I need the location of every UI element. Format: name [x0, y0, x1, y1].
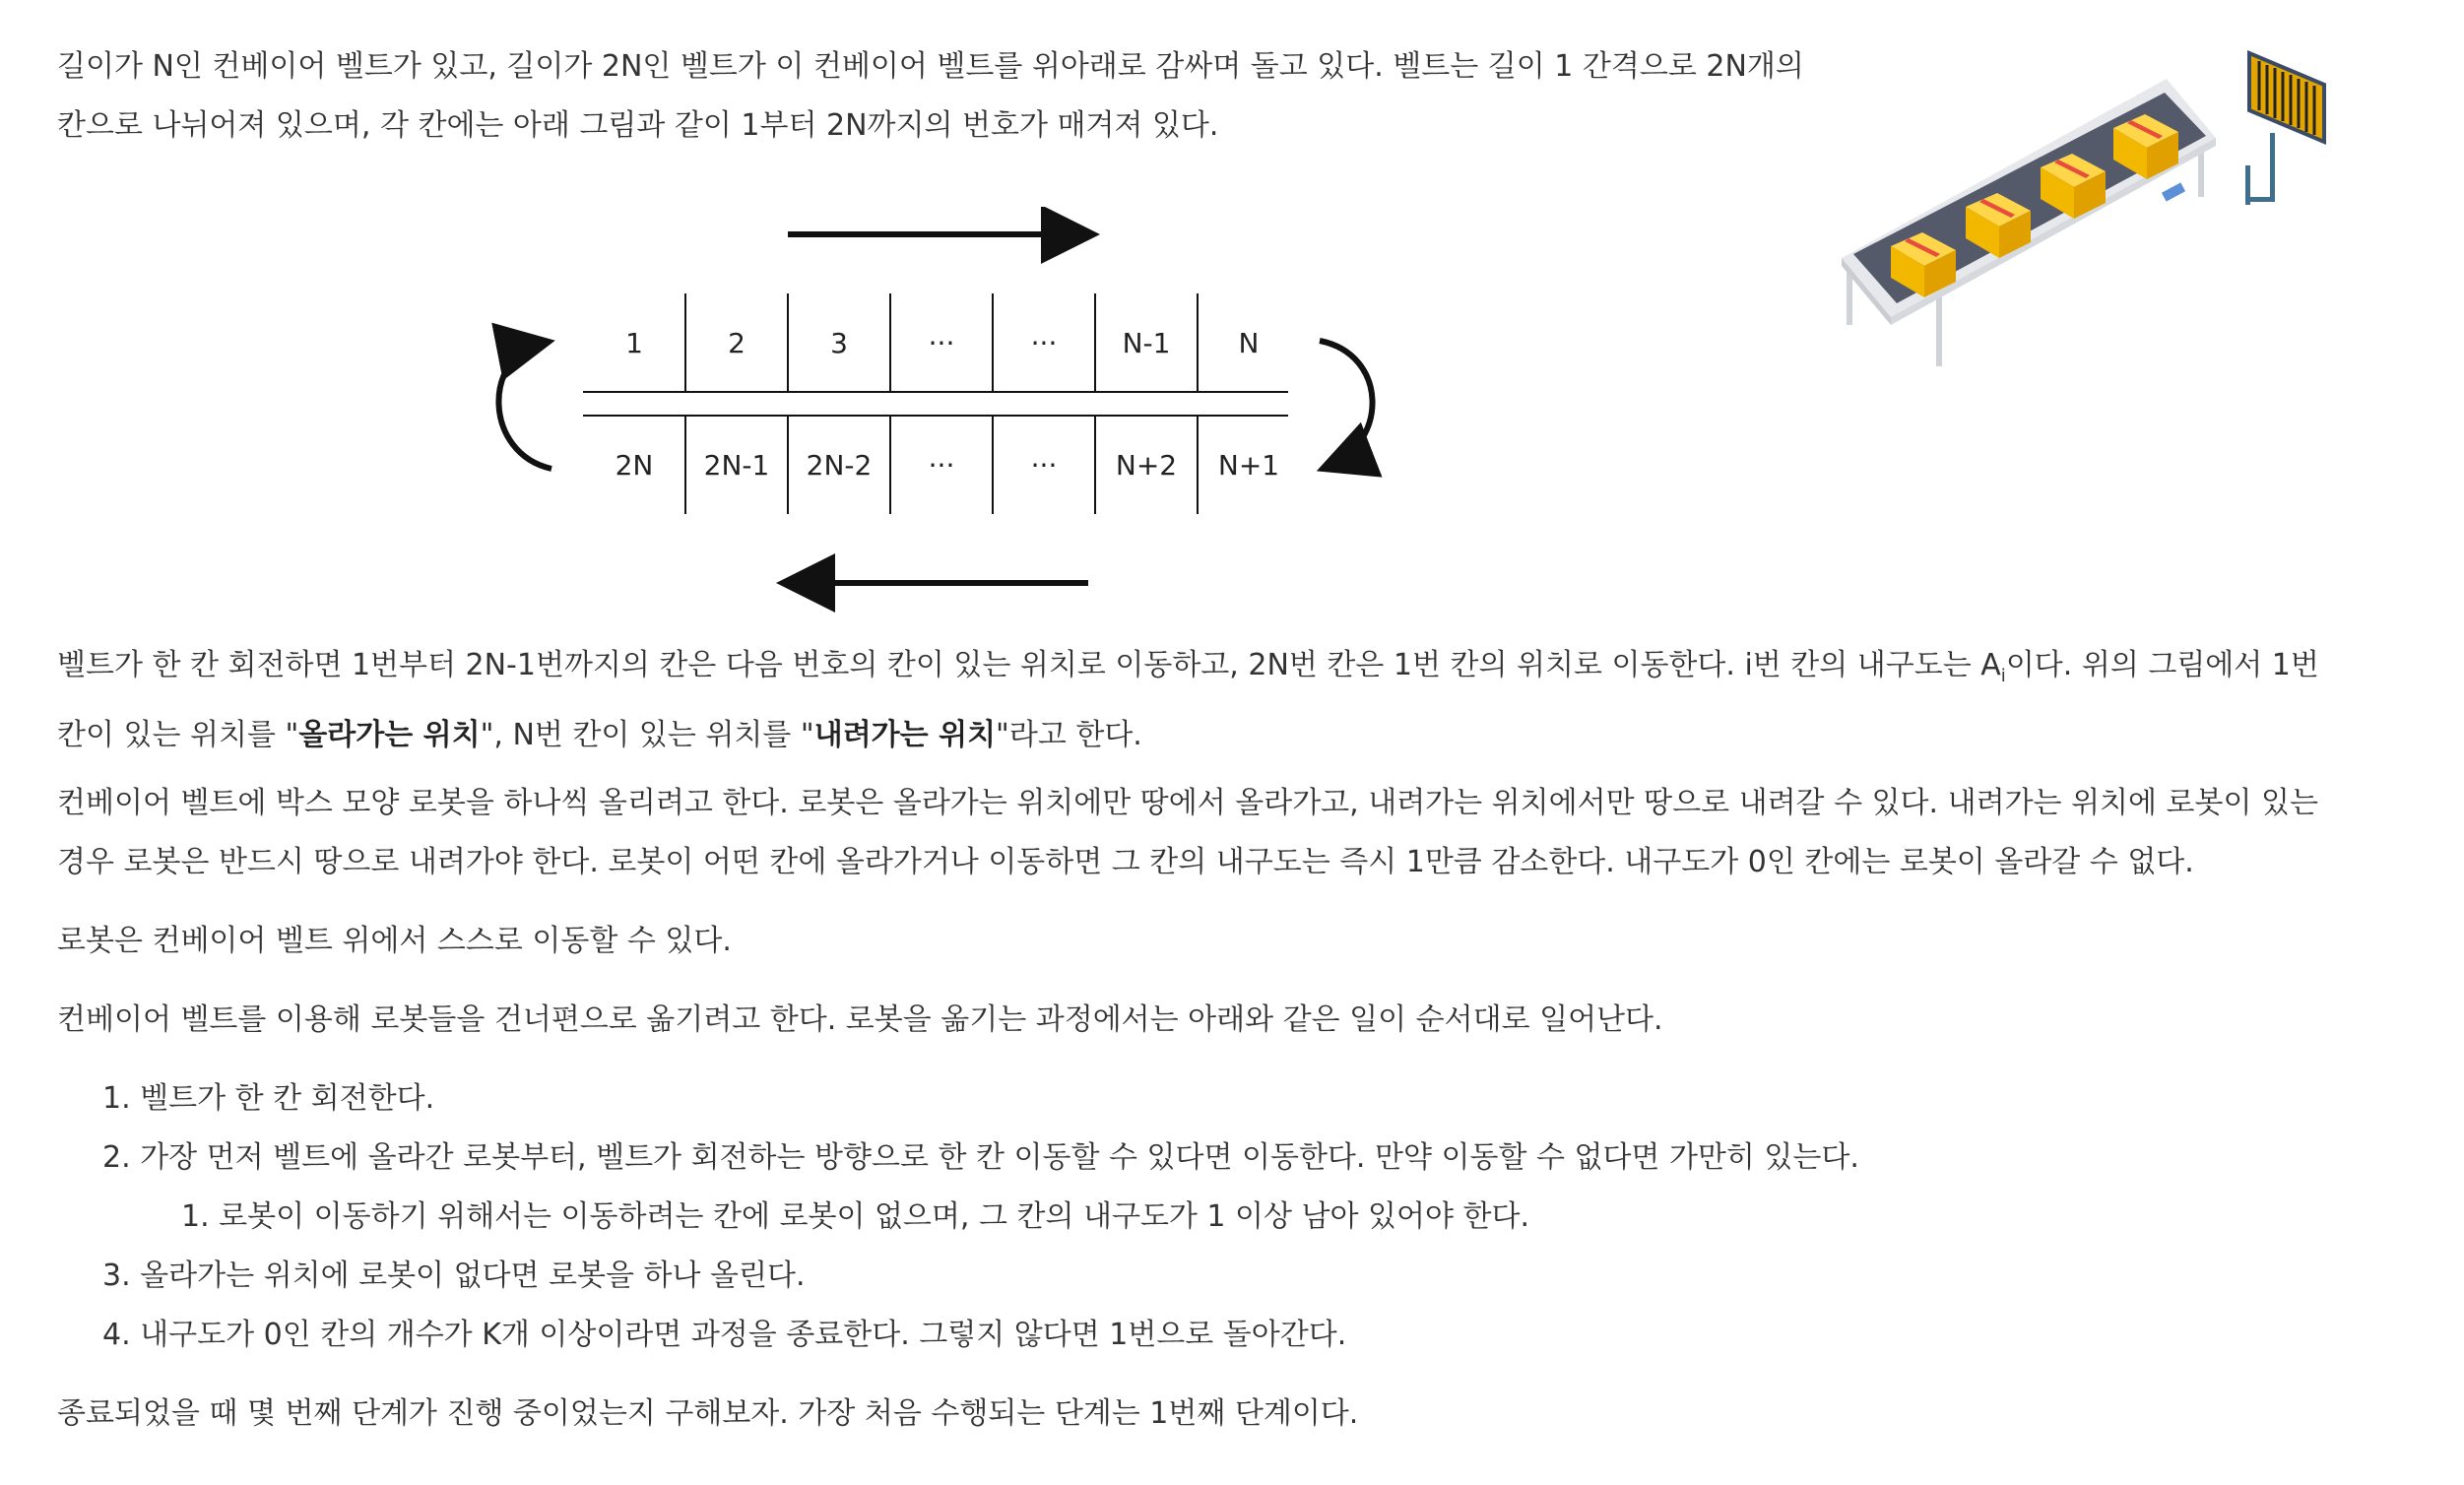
bottom-cell-3: 2N-2 [806, 449, 873, 482]
top-cell-4: ··· [928, 327, 955, 359]
robot-rules-paragraph: 컨베이어 벨트에 박스 모양 로봇을 하나씩 올리려고 한다. 로봇은 올라가는 위치에만 땅에서 올라가고, 내려가는 위치에서만 땅으로 내려갈 수 있다. 내려가는 위치에 로봇이 있는 경우 로봇은 반드시 땅으로 내려가야 한다. 로봇이 어떤 칸에 올라가거나 이동하면 그 칸의 내구도는 즉시 1만큼 감소한다. 내구도가 0인 칸에는 로봇이 올라갈 수 없다. [57, 786, 2318, 879]
up-position-term: 올라가는 위치 [298, 718, 481, 752]
bottom-cell-6: N+2 [1115, 449, 1178, 482]
rotation-arrow-left [498, 343, 551, 469]
top-cell-6: N-1 [1122, 327, 1171, 359]
robot-move-paragraph: 로봇은 컨베이어 벨트 위에서 스스로 이동할 수 있다. [57, 924, 732, 958]
bottom-cell-1: 2N [615, 449, 654, 482]
top-cell-1: 1 [625, 327, 643, 359]
down-position-term: 내려가는 위치 [813, 718, 997, 752]
question-paragraph: 종료되었을 때 몇 번째 단계가 진행 중이었는지 구해보자. 가장 처음 수행되는 단계는 1번째 단계이다. [57, 1396, 1359, 1431]
top-cell-5: ··· [1030, 327, 1058, 359]
step-2-substep-1: 1. 로봇이 이동하기 위해서는 이동하려는 칸에 로봇이 없으며, 그 칸의 내구도가 1 이상 남아 있어야 한다. [181, 1199, 1530, 1234]
top-cell-2: 2 [728, 327, 746, 359]
bottom-cell-4: ··· [928, 449, 955, 482]
process-intro-paragraph: 컨베이어 벨트를 이용해 로봇들을 건너편으로 옮기려고 한다. 로봇을 옮기는 과정에서는 아래와 같은 일이 순서대로 일어난다. [57, 1002, 1663, 1037]
top-cell-3: 3 [830, 327, 848, 359]
step-2: 2. 가장 먼저 벨트에 올라간 로봇부터, 벨트가 회전하는 방향으로 한 칸 이동할 수 있다면 이동한다. 만약 이동할 수 없다면 가만히 있는다. [102, 1140, 1859, 1175]
barcode-scanner-icon [2245, 53, 2324, 205]
step-3: 3. 올라가는 위치에 로봇이 없다면 로봇을 하나 올린다. [102, 1259, 806, 1293]
bottom-cell-5: ··· [1030, 449, 1058, 482]
intro-paragraph: 길이가 N인 컨베이어 벨트가 있고, 길이가 2N인 벨트가 이 컨베이어 벨트를 위아래로 감싸며 돌고 있다. 벨트는 길이 1 간격으로 2N개의 칸으로 나뉘어져 있으며, 각 칸에는 아래 그림과 같이 1부터 2N까지의 번호가 매겨져 있다. [57, 49, 1804, 143]
bottom-cell-2: 2N-1 [703, 449, 770, 482]
step-1: 1. 벨트가 한 칸 회전한다. [102, 1081, 435, 1116]
rotation-paragraph: 벨트가 한 칸 회전하면 1번부터 2N-1번까지의 칸은 다음 번호의 칸이 있는 위치로 이동하고, 2N번 칸은 1번 칸의 위치로 이동한다. i번 칸의 내구도는 $A_i$이다. 위의 그림에서 1번 칸이 있는 위치를 "올라가는 위치", N번 칸이 있는 위치를 "내려가는 위치"라고 한다. [57, 648, 2319, 752]
conveyor-belt-illustration [1812, 39, 2344, 374]
step-4: 4. 내구도가 0인 칸의 개수가 K개 이상이라면 과정을 종료한다. 그렇지 않다면 1번으로 돌아간다. [102, 1318, 1347, 1352]
belt-diagram [473, 207, 1398, 620]
top-cell-7: N [1238, 327, 1260, 359]
bottom-cell-7: N+1 [1217, 449, 1280, 482]
rotation-arrow-right [1320, 341, 1373, 467]
